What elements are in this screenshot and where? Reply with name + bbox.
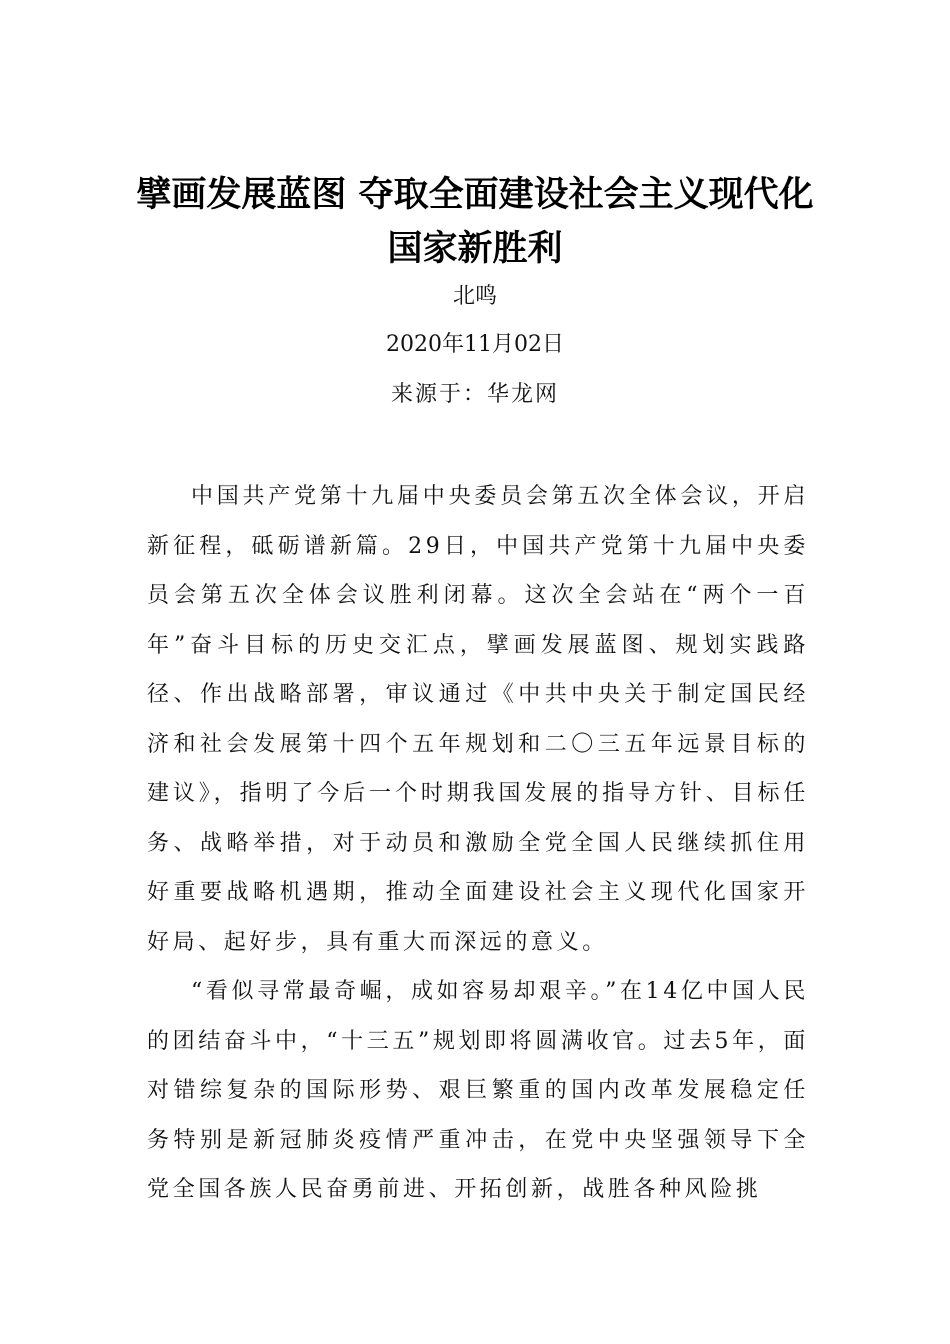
source-line: 来源于：华龙网 [390, 382, 559, 407]
publish-date: 2020年11月02日 [386, 332, 564, 357]
paragraph: “看似寻常最奇崛，成如容易却艰辛。”在14亿中国人民的团结奋斗中，“十三五”规划即将圆满收官。过去5年，面对错综复杂的国际形势、艰巨繁重的国内改革发展稳定任务特别是新冠肺炎疫情严重冲击，在党中央坚强领导下全党全国各族人民奋勇前进、开拓创新，战胜各种风险挑 [147, 979, 809, 1202]
paragraph: 中国共产党第十九届中央委员会第五次全体会议，开启新征程，砥砺谱新篇。29日，中国共产党第十九届中央委员会第五次全体会议胜利闭幕。这次全会站在“两个一百年”奋斗目标的历史交汇点，擘画发展蓝图、规划实践路径、作出战略部署，审议通过《中共中央关于制定国民经济和社会发展第十四个五年规划和二〇三五年远景目标的建议》，指明了今后一个时期我国发展的指导方针、目标任务、战略举措，对于动员和激励全党全国人民继续抓住用好重要战略机遇期，推动全面建设社会主义现代化国家开好局、起好步，具有重大而深远的意义。 [147, 484, 809, 955]
document-title: 擘画发展蓝图 夺取全面建设社会主义现代化国家新胜利 [136, 175, 814, 269]
author-name: 北鸣 [452, 284, 497, 309]
article-body [147, 472, 809, 1215]
